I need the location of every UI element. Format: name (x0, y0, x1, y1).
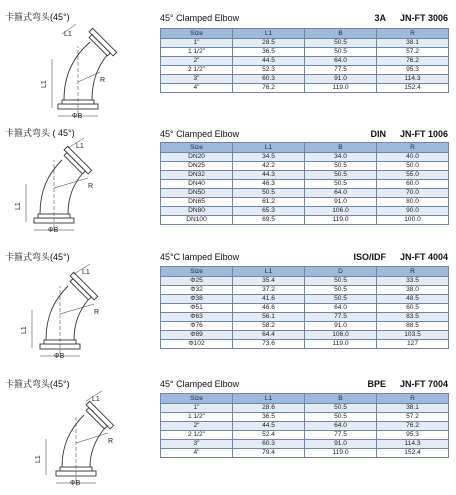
table-cell: 60.0 (377, 180, 449, 189)
table-cell: 36.5 (233, 413, 305, 422)
table-row (161, 449, 449, 458)
table-cell: 50.5 (305, 162, 377, 171)
column-header: Size (161, 267, 233, 277)
table-row (161, 431, 449, 440)
table-cell: DN50 (161, 189, 233, 198)
table-cell: 34.0 (305, 153, 377, 162)
table-row (161, 286, 449, 295)
chinese-title: 卡箍式弯头(45°) (5, 252, 70, 262)
table-cell: 80.0 (377, 198, 449, 207)
table-cell: 55.0 (377, 171, 449, 180)
table-cell: 38.0 (377, 286, 449, 295)
english-title: 45° Clamped Elbow (160, 379, 240, 389)
product-section-3a (0, 10, 456, 125)
table-cell: 91.0 (305, 322, 377, 331)
table-row (161, 413, 449, 422)
table-cell: DN20 (161, 153, 233, 162)
table-cell: 64.4 (233, 331, 305, 340)
table-cell: 44.5 (233, 422, 305, 431)
l1-label: L1 (92, 396, 100, 403)
table-cell: 57.2 (377, 48, 449, 57)
table-cell: 119.0 (305, 84, 377, 93)
table-cell: 106.0 (305, 331, 377, 340)
table-cell: 57.2 (377, 413, 449, 422)
table-row (161, 57, 449, 66)
table-cell: 79.4 (233, 449, 305, 458)
table-cell: 77.5 (305, 66, 377, 75)
product-code (374, 13, 448, 23)
table-row (161, 304, 449, 313)
diameter-label: ΦB (48, 227, 59, 234)
table-cell: Φ51 (161, 304, 233, 313)
code-label: JN-FT 1006 (399, 129, 448, 139)
table-cell: 119.0 (305, 340, 377, 349)
table-row (161, 277, 449, 286)
table-cell: 70.0 (377, 189, 449, 198)
table-cell: 64.0 (305, 189, 377, 198)
table-row (161, 313, 449, 322)
table-row (161, 48, 449, 57)
diameter-label: ΦB (72, 113, 83, 120)
table-cell: 35.4 (233, 277, 305, 286)
table-cell: 50.5 (305, 295, 377, 304)
table-cell: 50.5 (305, 180, 377, 189)
column-header: R (377, 143, 449, 153)
table-row (161, 162, 449, 171)
column-header: D (305, 267, 377, 277)
table-cell: 64.0 (305, 57, 377, 66)
table-cell: 50.5 (305, 39, 377, 48)
l1-side-label: L1 (41, 80, 48, 88)
diameter-label: ΦB (70, 480, 81, 485)
column-header: L1 (233, 29, 305, 39)
table-cell: 42.2 (233, 162, 305, 171)
table-cell: DN80 (161, 207, 233, 216)
table-header-row (161, 29, 449, 39)
table-cell: Φ32 (161, 286, 233, 295)
table-cell: Φ102 (161, 340, 233, 349)
table-cell: 48.5 (377, 295, 449, 304)
table-row (161, 189, 449, 198)
table-row (161, 422, 449, 431)
standard-label: ISO/IDF (353, 252, 386, 262)
table-cell: 88.5 (377, 322, 449, 331)
table-cell: 76.2 (233, 84, 305, 93)
table-cell: 40.0 (377, 153, 449, 162)
table-cell: 91.0 (305, 440, 377, 449)
table-cell: Φ89 (161, 331, 233, 340)
table-row (161, 171, 449, 180)
code-label: JN-FT 4004 (399, 252, 448, 262)
table-cell: 38.1 (377, 404, 449, 413)
table-cell: DN32 (161, 171, 233, 180)
table-row (161, 75, 449, 84)
table-cell: 77.5 (305, 313, 377, 322)
table-cell: 60.3 (233, 440, 305, 449)
table-cell: 50.5 (305, 48, 377, 57)
table-row (161, 39, 449, 48)
table-cell: Φ25 (161, 277, 233, 286)
column-header: R (377, 267, 449, 277)
column-header: Size (161, 394, 233, 404)
diameter-label: ΦB (54, 353, 65, 358)
table-cell: 76.2 (377, 57, 449, 66)
table-row (161, 153, 449, 162)
table-cell: 56.1 (233, 313, 305, 322)
code-label: JN-FT 7004 (399, 379, 448, 389)
english-title: 45°C lamped Elbow (160, 252, 240, 262)
column-header: B (305, 29, 377, 39)
table-cell: 119.0 (305, 449, 377, 458)
table-cell: 114.3 (377, 75, 449, 84)
table-cell: 50.5 (305, 171, 377, 180)
table-cell: 2 1/2" (161, 66, 233, 75)
table-cell: 28.6 (233, 404, 305, 413)
table-cell: 64.0 (305, 422, 377, 431)
table-cell: 50.5 (305, 277, 377, 286)
table-cell: 61.2 (233, 198, 305, 207)
standard-label: 3A (374, 13, 386, 23)
table-cell: 50.5 (233, 189, 305, 198)
table-cell: 2 1/2" (161, 431, 233, 440)
english-title: 45° Clamped Elbow (160, 129, 240, 139)
table-cell: 4" (161, 84, 233, 93)
table-cell: 152.4 (377, 449, 449, 458)
table-cell: 1 1/2" (161, 48, 233, 57)
elbow-drawing (4, 24, 122, 120)
l1-label: L1 (76, 143, 84, 150)
table-cell: 76.2 (377, 422, 449, 431)
table-cell: 73.6 (233, 340, 305, 349)
table-row (161, 207, 449, 216)
table-row (161, 404, 449, 413)
spec-table (160, 142, 449, 225)
r-label: R (108, 438, 114, 445)
l1-label: L1 (82, 269, 90, 276)
table-header-row (161, 267, 449, 277)
elbow-drawing (4, 138, 122, 234)
column-header: B (305, 394, 377, 404)
r-label: R (100, 77, 106, 84)
code-label: JN-FT 3006 (399, 13, 448, 23)
table-cell: 95.3 (377, 431, 449, 440)
table-cell: 77.5 (305, 431, 377, 440)
table-cell: 60.3 (233, 75, 305, 84)
table-cell: 64.0 (305, 304, 377, 313)
table-row (161, 198, 449, 207)
standard-label: BPE (367, 379, 386, 389)
table-cell: 50.5 (305, 286, 377, 295)
table-cell: 103.5 (377, 331, 449, 340)
r-label: R (88, 183, 94, 190)
table-cell: 65.3 (233, 207, 305, 216)
r-label: R (94, 309, 100, 316)
chinese-title: 卡箍式弯头 ( 45°) (5, 128, 75, 138)
table-cell: 46.6 (233, 304, 305, 313)
table-row (161, 440, 449, 449)
product-code (353, 252, 448, 262)
column-header: R (377, 29, 449, 39)
elbow-drawing (4, 389, 122, 485)
table-cell: 91.0 (305, 198, 377, 207)
l1-label: L1 (64, 31, 72, 38)
product-code (367, 379, 448, 389)
table-cell: 3" (161, 440, 233, 449)
english-title: 45° Clamped Elbow (160, 13, 240, 23)
table-cell: 50.0 (377, 162, 449, 171)
table-cell: 50.5 (305, 413, 377, 422)
product-code (370, 129, 448, 139)
l1-side-label: L1 (21, 326, 28, 334)
product-section-din (0, 126, 456, 238)
table-cell: 52.4 (233, 431, 305, 440)
table-cell: 119.0 (305, 216, 377, 225)
table-cell: 91.0 (305, 75, 377, 84)
column-header: Size (161, 29, 233, 39)
table-row (161, 84, 449, 93)
table-row (161, 66, 449, 75)
table-row (161, 295, 449, 304)
table-row (161, 180, 449, 189)
l1-side-label: L1 (35, 455, 42, 463)
table-cell: 44.3 (233, 171, 305, 180)
chinese-title: 卡箍式弯头(45°) (5, 12, 70, 22)
table-cell: 2" (161, 422, 233, 431)
table-cell: 2" (161, 57, 233, 66)
table-cell: 33.5 (377, 277, 449, 286)
table-row (161, 216, 449, 225)
table-cell: 28.5 (233, 39, 305, 48)
table-row (161, 322, 449, 331)
table-cell: 41.6 (233, 295, 305, 304)
standard-label: DIN (370, 129, 386, 139)
table-cell: 1 1/2" (161, 413, 233, 422)
table-cell: 34.5 (233, 153, 305, 162)
table-cell: 38.1 (377, 39, 449, 48)
table-cell: 152.4 (377, 84, 449, 93)
table-cell: DN25 (161, 162, 233, 171)
table-cell: 114.3 (377, 440, 449, 449)
column-header: B (305, 143, 377, 153)
table-cell: DN40 (161, 180, 233, 189)
table-cell: 106.0 (305, 207, 377, 216)
product-section-iso-idf (0, 250, 456, 365)
column-header: R (377, 394, 449, 404)
column-header: L1 (233, 394, 305, 404)
table-cell: 83.5 (377, 313, 449, 322)
column-header: Size (161, 143, 233, 153)
table-cell: 37.2 (233, 286, 305, 295)
table-cell: 36.5 (233, 48, 305, 57)
table-cell: Φ63 (161, 313, 233, 322)
table-cell: 4" (161, 449, 233, 458)
spec-table (160, 393, 449, 458)
table-cell: 46.3 (233, 180, 305, 189)
table-cell: 90.0 (377, 207, 449, 216)
table-cell: 3" (161, 75, 233, 84)
table-header-row (161, 394, 449, 404)
elbow-drawing (4, 262, 122, 358)
table-header-row (161, 143, 449, 153)
spec-table (160, 266, 449, 349)
table-cell: Φ76 (161, 322, 233, 331)
column-header: L1 (233, 143, 305, 153)
table-cell: 44.5 (233, 57, 305, 66)
l1-side-label: L1 (15, 202, 22, 210)
column-header: L1 (233, 267, 305, 277)
spec-table (160, 28, 449, 93)
table-cell: DN65 (161, 198, 233, 207)
table-cell: 95.3 (377, 66, 449, 75)
table-cell: 1" (161, 39, 233, 48)
table-cell: 100.0 (377, 216, 449, 225)
table-row (161, 340, 449, 349)
table-cell: 58.2 (233, 322, 305, 331)
table-cell: 127 (377, 340, 449, 349)
table-cell: 50.5 (305, 404, 377, 413)
table-cell: Φ38 (161, 295, 233, 304)
table-cell: 60.5 (377, 304, 449, 313)
chinese-title: 卡箍式弯头(45°) (5, 379, 70, 389)
table-cell: 69.5 (233, 216, 305, 225)
product-section-bpe (0, 377, 456, 492)
table-cell: 52.3 (233, 66, 305, 75)
table-cell: DN100 (161, 216, 233, 225)
table-row (161, 331, 449, 340)
table-cell: 1" (161, 404, 233, 413)
